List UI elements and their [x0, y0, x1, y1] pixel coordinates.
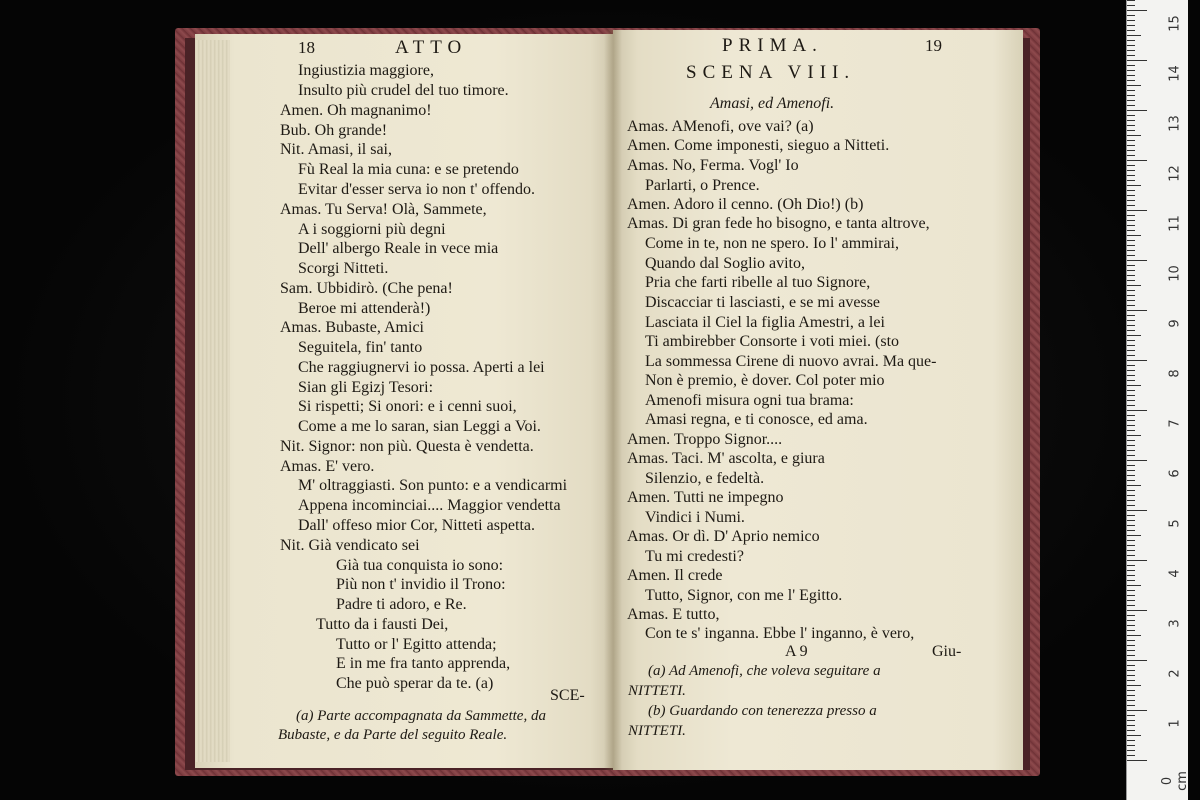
ruler-tick [1127, 255, 1135, 256]
text-line: Amas. Or dì. D' Aprio nemico [627, 528, 820, 545]
text-line: Seguitela, fin' tanto [298, 339, 423, 356]
ruler-tick [1127, 435, 1141, 436]
text-line: Lasciata il Ciel la figlia Amestri, a lei [645, 314, 885, 331]
ruler-tick [1127, 440, 1135, 441]
ruler-tick [1127, 545, 1135, 546]
ruler-tick [1127, 140, 1135, 141]
ruler-label: 9 [1167, 319, 1183, 328]
text-line: Amas. Taci. M' ascolta, e giura [627, 450, 825, 467]
ruler-tick [1127, 605, 1135, 606]
ruler-tick [1127, 550, 1135, 551]
ruler-tick [1127, 590, 1135, 591]
ruler-tick [1127, 490, 1135, 491]
ruler-tick [1127, 580, 1135, 581]
ruler-tick [1127, 600, 1135, 601]
text-line: Con te s' inganna. Ebbe l' inganno, è vero, [645, 625, 915, 642]
ruler-tick [1127, 575, 1135, 576]
ruler-tick [1127, 535, 1141, 536]
ruler-tick [1127, 40, 1135, 41]
right-footnote-line: NITTETI. [628, 723, 686, 739]
ruler-tick [1127, 660, 1147, 661]
ruler-tick [1127, 275, 1135, 276]
ruler-tick [1127, 105, 1135, 106]
ruler-tick [1127, 335, 1141, 336]
ruler-tick [1127, 395, 1135, 396]
ruler-tick [1127, 270, 1135, 271]
ruler-tick [1127, 135, 1141, 136]
text-line: Sam. Ubbidirò. (Che pena! [280, 280, 453, 297]
ruler-tick [1127, 200, 1135, 201]
ruler-tick [1127, 60, 1147, 61]
ruler-tick [1127, 205, 1135, 206]
text-line: Che può sperar da te. (a) [336, 675, 494, 692]
ruler-tick [1127, 560, 1147, 561]
ruler-tick [1127, 350, 1135, 351]
text-line: Amen. Oh magnanimo! [280, 102, 432, 119]
ruler-tick [1127, 75, 1135, 76]
ruler-tick [1127, 25, 1135, 26]
ruler-label: 3 [1167, 619, 1183, 628]
ruler-tick [1127, 625, 1135, 626]
ruler-tick [1127, 165, 1135, 166]
ruler-label: 7 [1167, 419, 1183, 428]
ruler-tick [1127, 225, 1135, 226]
right-page-number: 19 [925, 36, 942, 55]
ruler-tick [1127, 720, 1135, 721]
ruler-tick [1127, 645, 1135, 646]
text-line: Amen. Adoro il cenno. (Oh Dio!) (b) [627, 196, 864, 213]
ruler-tick [1127, 485, 1141, 486]
left-catchword: SCE- [550, 687, 585, 704]
text-line: Tu mi credesti? [645, 548, 744, 565]
page-edges [195, 40, 230, 762]
text-line: Amen. Tutti ne impegno [627, 489, 784, 506]
ruler-tick [1127, 685, 1141, 686]
text-line: Amas. No, Ferma. Vogl' Io [627, 157, 799, 174]
text-line: Evitar d'esser serva io non t' offendo. [298, 181, 535, 198]
ruler-tick [1127, 585, 1141, 586]
text-line: Insulto più crudel del tuo timore. [298, 82, 509, 99]
text-line: Appena incominciai.... Maggior vendetta [298, 497, 561, 514]
text-line: Amenofi misura ogni tua brama: [645, 392, 854, 409]
ruler-tick [1127, 405, 1135, 406]
ruler-label: 1 [1167, 719, 1183, 728]
text-line: La sommessa Cirene di nuovo avrai. Ma que- [645, 353, 937, 370]
text-line: Amas. E' vero. [280, 458, 375, 475]
ruler-tick [1127, 655, 1135, 656]
text-line: Non è premio, è dover. Col poter mio [645, 372, 885, 389]
ruler-tick [1127, 615, 1135, 616]
text-line: Amas. Bubaste, Amici [280, 319, 424, 336]
signature-mark: A 9 [785, 643, 808, 660]
ruler-tick [1127, 715, 1135, 716]
ruler-tick [1127, 115, 1135, 116]
ruler-tick [1127, 565, 1135, 566]
text-line: Tutto, Signor, con me l' Egitto. [645, 587, 843, 604]
text-line: Fù Real la mia cuna: e se pretendo [298, 161, 519, 178]
ruler-tick [1127, 755, 1135, 756]
ruler-tick [1127, 620, 1135, 621]
ruler-tick [1127, 515, 1135, 516]
ruler-tick [1127, 760, 1147, 761]
ruler-tick [1127, 85, 1141, 86]
ruler-tick [1127, 360, 1147, 361]
ruler-tick [1127, 235, 1141, 236]
ruler-tick [1127, 705, 1135, 706]
ruler-label: 8 [1167, 369, 1183, 378]
ruler-tick [1127, 280, 1135, 281]
text-line: Amas. AMenofi, ove vai? (a) [627, 118, 814, 135]
ruler-tick [1127, 180, 1135, 181]
ruler-label: 10 [1167, 265, 1183, 282]
text-line: Ingiustizia maggiore, [298, 62, 434, 79]
ruler-label: 6 [1167, 469, 1183, 478]
ruler-tick [1127, 630, 1135, 631]
text-line: Bub. Oh grande! [280, 122, 388, 139]
text-line: Quando dal Soglio avito, [645, 255, 805, 272]
ruler-tick [1127, 145, 1135, 146]
ruler-label: 11 [1167, 215, 1183, 232]
ruler-tick [1127, 420, 1135, 421]
ruler-tick [1127, 295, 1135, 296]
ruler-tick [1127, 380, 1135, 381]
ruler-tick [1127, 675, 1135, 676]
left-footnote-line: (a) Parte accompagnata da Sammette, da [296, 708, 546, 724]
ruler-tick [1127, 510, 1147, 511]
ruler-tick [1127, 190, 1135, 191]
ruler-tick [1127, 750, 1135, 751]
ruler-tick [1127, 635, 1141, 636]
ruler-tick [1127, 340, 1135, 341]
ruler-tick [1127, 690, 1135, 691]
ruler-tick [1127, 390, 1135, 391]
text-line: Sian gli Egizj Tesori: [298, 379, 434, 396]
ruler-tick [1127, 215, 1135, 216]
ruler-tick [1127, 710, 1147, 711]
text-line: Amen. Troppo Signor.... [627, 431, 783, 448]
ruler-tick [1127, 595, 1135, 596]
ruler-tick [1127, 185, 1141, 186]
ruler-tick [1127, 265, 1135, 266]
text-line: Nit. Signor: non più. Questa è vendetta. [280, 438, 534, 455]
ruler-tick [1127, 10, 1147, 11]
text-line: Nit. Già vendicato sei [280, 537, 420, 554]
ruler-label: 12 [1167, 165, 1183, 182]
ruler-tick [1127, 680, 1135, 681]
ruler-tick [1127, 480, 1135, 481]
left-page-number: 18 [298, 38, 315, 57]
text-line: Amen. Come imponesti, sieguo a Nitteti. [627, 137, 890, 154]
left-running-head: ATTO [395, 37, 468, 58]
ruler-tick [1127, 470, 1135, 471]
ruler-tick [1127, 35, 1141, 36]
text-line: Padre ti adoro, e Re. [336, 596, 467, 613]
text-line: Nit. Amasi, il sai, [280, 141, 392, 158]
ruler-tick [1127, 540, 1135, 541]
ruler-tick [1127, 195, 1135, 196]
ruler-tick [1127, 570, 1135, 571]
ruler-tick [1127, 465, 1135, 466]
ruler-tick [1127, 170, 1135, 171]
ruler-tick [1127, 700, 1135, 701]
ruler-tick [1127, 245, 1135, 246]
ruler-tick [1127, 330, 1135, 331]
ruler-tick [1127, 445, 1135, 446]
ruler-tick [1127, 285, 1141, 286]
ruler-tick [1127, 460, 1147, 461]
ruler-label: 0 cm [1160, 771, 1190, 791]
ruler-tick [1127, 220, 1135, 221]
ruler-tick [1127, 315, 1135, 316]
text-line: Come in te, non ne spero. Io l' ammirai, [645, 235, 899, 252]
ruler-tick [1127, 290, 1135, 291]
text-line: Che raggiugnervi io possa. Aperti a lei [298, 359, 545, 376]
ruler-tick [1127, 150, 1135, 151]
ruler-tick [1127, 120, 1135, 121]
ruler-tick [1127, 665, 1135, 666]
ruler-tick [1127, 640, 1135, 641]
ruler-tick [1127, 70, 1135, 71]
ruler-tick [1127, 495, 1135, 496]
scene-cast: Amasi, ed Amenofi. [710, 95, 835, 112]
text-line: Amasi regna, e ti conosce, ed ama. [645, 411, 868, 428]
text-line: E in me fra tanto apprenda, [336, 655, 511, 672]
ruler-tick [1127, 745, 1135, 746]
text-line: Dall' offeso mior Cor, Nitteti aspetta. [298, 517, 536, 534]
text-line: Più non t' invidio il Trono: [336, 576, 506, 593]
ruler-tick [1127, 415, 1135, 416]
ruler-tick [1127, 65, 1135, 66]
ruler-tick [1127, 385, 1141, 386]
ruler-tick [1127, 80, 1135, 81]
ruler-tick [1127, 695, 1135, 696]
left-footnote-line: Bubaste, e da Parte del seguito Reale. [278, 727, 508, 743]
ruler-tick [1127, 500, 1135, 501]
ruler-tick [1127, 45, 1135, 46]
ruler-tick [1127, 725, 1135, 726]
ruler-tick [1127, 375, 1135, 376]
ruler-tick [1127, 100, 1135, 101]
text-line: Già tua conquista io sono: [336, 557, 504, 574]
text-line: Silenzio, e fedeltà. [645, 470, 765, 487]
text-line: Pria che farti ribelle al tuo Signore, [645, 274, 871, 291]
ruler-tick [1127, 15, 1135, 16]
text-line: Amas. Di gran fede ho bisogno, e tanta altrove, [627, 215, 930, 232]
ruler-tick [1127, 5, 1135, 6]
ruler-label: 14 [1167, 65, 1183, 82]
right-footnote-line: (b) Guardando con tenerezza presso a [648, 703, 877, 719]
ruler-tick [1127, 410, 1147, 411]
ruler-tick [1127, 365, 1135, 366]
ruler-tick [1127, 370, 1135, 371]
right-footnote-line: NITTETI. [628, 683, 686, 699]
text-line: Discacciar ti lasciasti, e se mi avesse [645, 294, 881, 311]
ruler-tick [1127, 250, 1135, 251]
right-catchword: Giu- [932, 643, 962, 660]
right-running-head: PRIMA. [722, 35, 823, 56]
ruler-tick [1127, 0, 1135, 1]
text-line: Parlarti, o Prence. [645, 177, 760, 194]
text-line: Come a me lo saran, sian Leggi a Voi. [298, 418, 541, 435]
ruler-tick [1127, 400, 1135, 401]
ruler-tick [1127, 735, 1141, 736]
ruler-tick [1127, 305, 1135, 306]
ruler-tick [1127, 325, 1135, 326]
ruler-tick [1127, 425, 1135, 426]
text-line: Amas. Tu Serva! Olà, Sammete, [280, 201, 487, 218]
ruler-tick [1127, 450, 1135, 451]
ruler-tick [1127, 30, 1135, 31]
ruler-tick [1127, 155, 1135, 156]
ruler-tick [1127, 525, 1135, 526]
ruler-tick [1127, 455, 1135, 456]
ruler-label: 2 [1167, 669, 1183, 678]
ruler-label: 4 [1167, 569, 1183, 578]
ruler-tick [1127, 175, 1135, 176]
ruler-label: 15 [1167, 15, 1183, 32]
ruler-tick [1127, 355, 1135, 356]
ruler-tick [1127, 95, 1135, 96]
gutter-shadow [604, 30, 622, 770]
text-line: Si rispetti; Si onori: e i cenni suoi, [298, 398, 517, 415]
ruler-tick [1127, 110, 1147, 111]
ruler-tick [1127, 670, 1135, 671]
ruler-tick [1127, 740, 1135, 741]
ruler-tick [1127, 230, 1135, 231]
ruler-tick [1127, 55, 1135, 56]
ruler-tick [1127, 160, 1147, 161]
ruler-tick [1127, 310, 1147, 311]
text-line: M' oltraggiasti. Son punto: e a vendicarmi [298, 477, 568, 494]
text-line: Tutto or l' Egitto attenda; [336, 636, 497, 653]
ruler-tick [1127, 130, 1135, 131]
ruler-tick [1127, 650, 1135, 651]
ruler-tick [1127, 210, 1147, 211]
ruler-tick [1127, 555, 1135, 556]
ruler-tick [1127, 90, 1135, 91]
ruler-tick [1127, 260, 1147, 261]
ruler-tick [1127, 20, 1135, 21]
ruler-tick [1127, 475, 1135, 476]
text-line: A i soggiorni più degni [298, 221, 446, 238]
scene-title: SCENA VIII. [686, 62, 856, 83]
ruler-tick [1127, 50, 1135, 51]
ruler-tick [1127, 730, 1135, 731]
text-line: Vindici i Numi. [645, 509, 745, 526]
ruler-tick [1127, 345, 1135, 346]
right-footnote-line: (a) Ad Amenofi, che voleva seguitare a [648, 663, 881, 679]
ruler-label: 5 [1167, 519, 1183, 528]
text-line: Ti ambirebber Consorte i voti miei. (sto [645, 333, 900, 350]
ruler-tick [1127, 530, 1135, 531]
ruler-tick [1127, 300, 1135, 301]
text-line: Beroe mi attenderà!) [298, 300, 431, 317]
ruler-tick [1127, 610, 1147, 611]
ruler-tick [1127, 240, 1135, 241]
text-line: Tutto da i fausti Dei, [316, 616, 449, 633]
ruler-tick [1127, 320, 1135, 321]
text-line: Dell' albergo Reale in vece mia [298, 240, 499, 257]
text-line: Amas. E tutto, [627, 606, 720, 623]
ruler-tick [1127, 505, 1135, 506]
text-line: Scorgi Nitteti. [298, 260, 389, 277]
ruler-label: 13 [1167, 115, 1183, 132]
text-line: Amen. Il crede [627, 567, 723, 584]
ruler-tick [1127, 520, 1135, 521]
ruler-tick [1127, 125, 1135, 126]
ruler-tick [1127, 430, 1135, 431]
